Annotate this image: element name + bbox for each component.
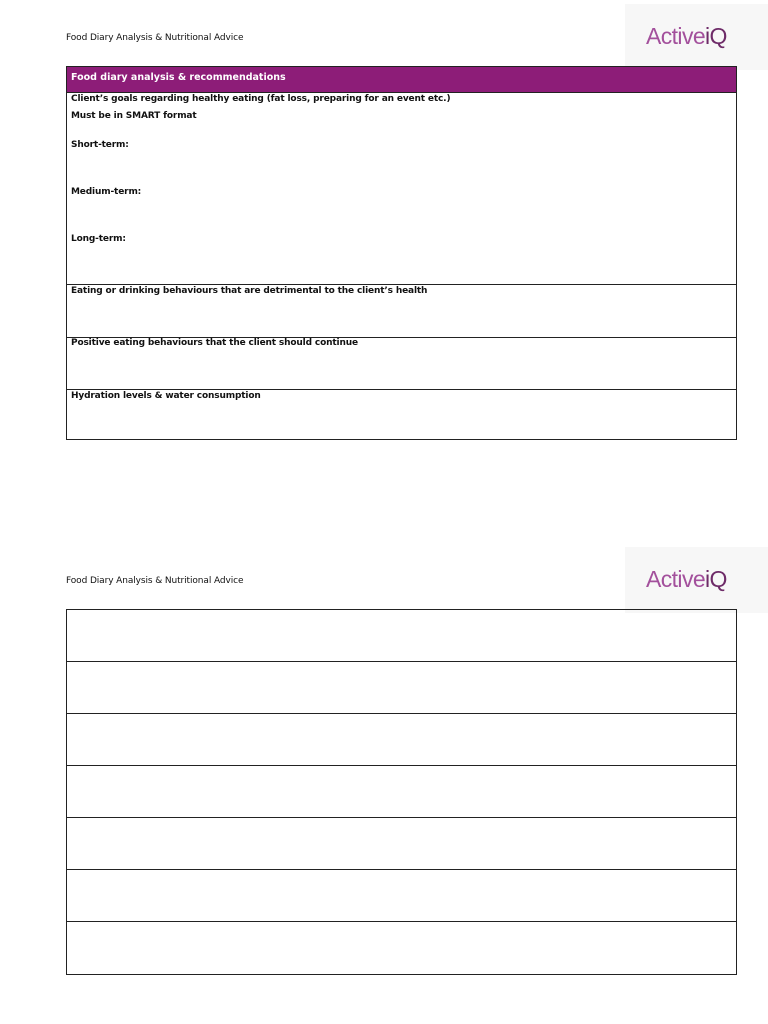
detrimental-behaviours-label: Eating or drinking behaviours that are detrimental to the client’s health bbox=[71, 286, 428, 296]
logo-iq-text: iQ bbox=[705, 23, 727, 49]
table-row[interactable] bbox=[67, 922, 736, 974]
smart-note: Must be in SMART format bbox=[71, 111, 197, 121]
logo-active-text: Active bbox=[646, 566, 706, 592]
short-term-label: Short-term: bbox=[71, 140, 129, 150]
food-diary-analysis-table bbox=[66, 66, 737, 440]
table-row[interactable] bbox=[67, 610, 736, 662]
row-divider bbox=[67, 389, 736, 390]
table-row[interactable] bbox=[67, 818, 736, 870]
table-row[interactable] bbox=[67, 766, 736, 818]
table-row[interactable] bbox=[67, 714, 736, 766]
positive-behaviours-label: Positive eating behaviours that the client should continue bbox=[71, 338, 358, 348]
page1-header-title: Food Diary Analysis & Nutritional Advice bbox=[66, 33, 244, 43]
table-row[interactable] bbox=[67, 662, 736, 714]
logo-iq-text: iQ bbox=[705, 566, 727, 592]
blank-notes-table bbox=[66, 609, 737, 975]
medium-term-label: Medium-term: bbox=[71, 187, 142, 197]
hydration-label: Hydration levels & water consumption bbox=[71, 391, 261, 401]
table-row[interactable] bbox=[67, 870, 736, 922]
long-term-label: Long-term: bbox=[71, 234, 126, 244]
table-heading: Food diary analysis & recommendations bbox=[67, 67, 736, 93]
page2-header-title: Food Diary Analysis & Nutritional Advice bbox=[66, 576, 244, 586]
row-divider bbox=[67, 284, 736, 285]
logo-active-text: Active bbox=[646, 23, 706, 49]
page1-logo bbox=[646, 25, 727, 48]
page2-logo bbox=[646, 568, 727, 591]
goals-label: Client’s goals regarding healthy eating (fat loss, preparing for an event etc.) bbox=[71, 94, 451, 104]
